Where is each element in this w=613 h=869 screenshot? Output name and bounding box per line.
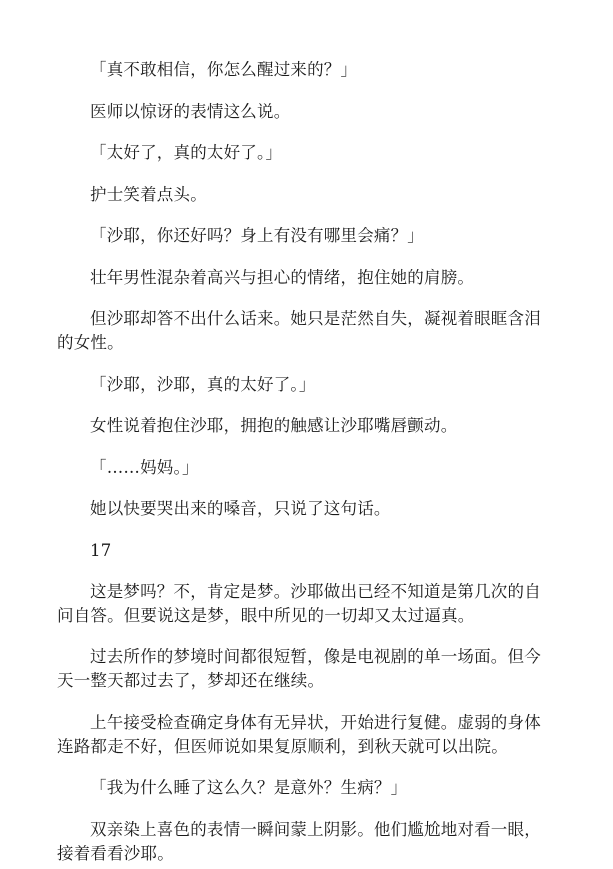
narration-paragraph: 她以快要哭出来的嗓音，只说了这句话。 [90, 499, 391, 518]
dialogue-paragraph: 「沙耶，你还好吗？身上有没有哪里会痛？」 [90, 226, 424, 245]
narration-paragraph: 这是梦吗？不，肯定是梦。沙耶做出已经不知道是第几次的自问自答。但要说这是梦，眼中所见的一切却又太过逼真。 [57, 581, 541, 625]
page-number: 17 [90, 540, 112, 560]
narration-paragraph: 过去所作的梦境时间都很短暂，像是电视剧的单一场面。但今天一整天都过去了，梦却还在继续。 [57, 647, 541, 690]
narration-paragraph: 双亲染上喜色的表情一瞬间蒙上阴影。他们尴尬地对看一眼，接着看看沙耶。 [57, 819, 541, 863]
narration-paragraph: 上午接受检查确定身体有无异状，开始进行复健。虚弱的身体连路都走不好，但医师说如果复原顺利，到秋天就可以出院。 [57, 712, 541, 756]
dialogue-paragraph: 「……妈妈。」 [90, 457, 199, 477]
dialogue-paragraph: 「真不敢相信，你怎么醒过来的？」 [90, 60, 358, 79]
narration-paragraph: 护士笑着点头。 [90, 184, 207, 204]
narration-paragraph: 壮年男性混杂着高兴与担心的情绪，抱住她的肩膀。 [90, 267, 475, 287]
narration-paragraph: 但沙耶却答不出什么话来。她只是茫然自失，凝视着眼眶含泪的女性。 [57, 309, 541, 352]
narration-paragraph: 医师以惊讶的表情这么说。 [90, 101, 291, 121]
narration-paragraph: 女性说着抱住沙耶，拥抱的触感让沙耶嘴唇颤动。 [90, 416, 458, 435]
dialogue-paragraph: 「太好了，真的太好了。」 [90, 143, 283, 162]
dialogue-paragraph: 「沙耶，沙耶，真的太好了。」 [90, 374, 316, 394]
dialogue-paragraph: 「我为什么睡了这么久？是意外？生病？」 [90, 778, 408, 797]
